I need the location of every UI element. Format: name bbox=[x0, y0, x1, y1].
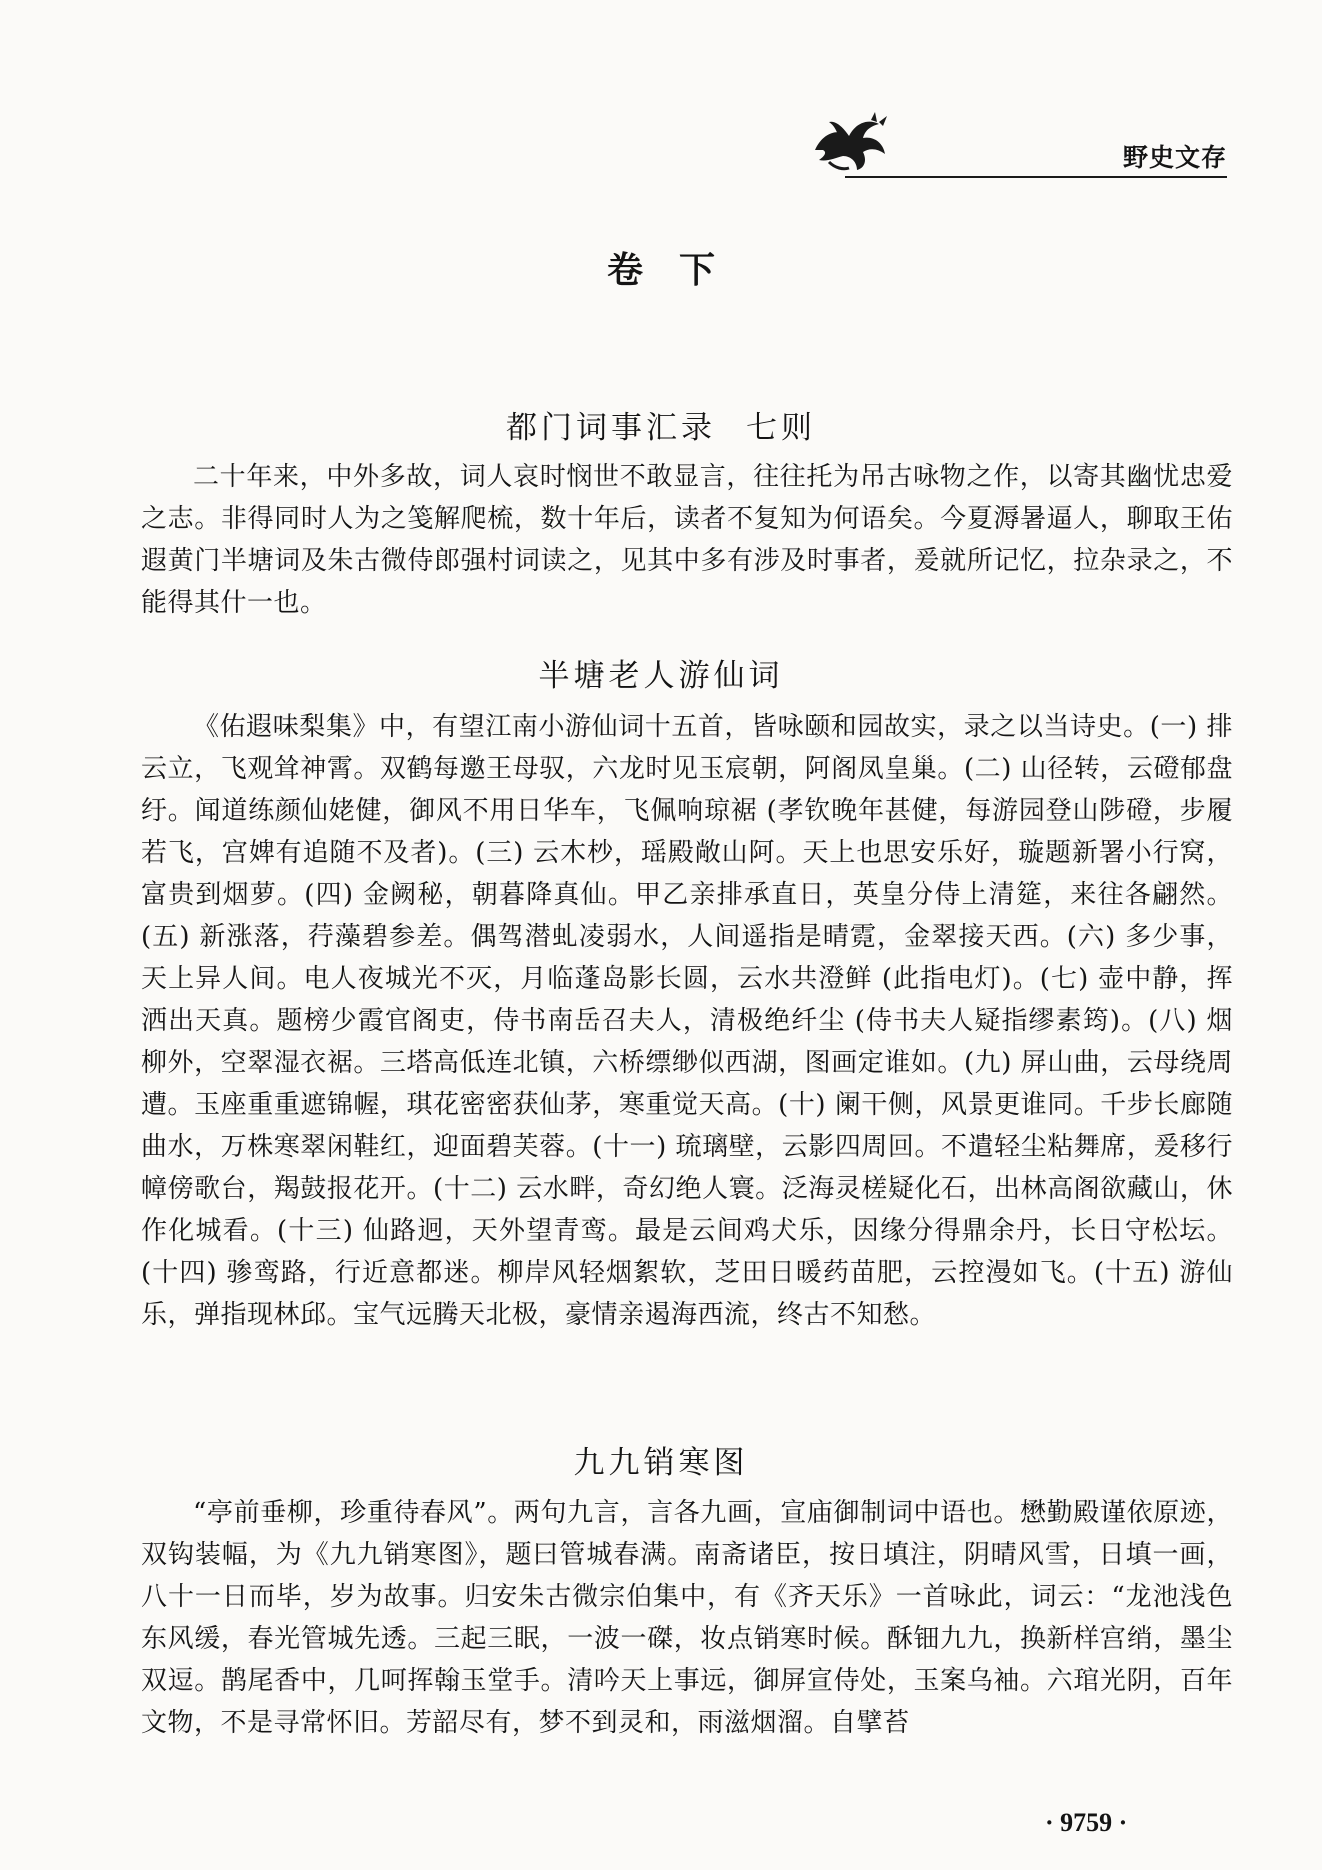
header-rule bbox=[845, 176, 1227, 178]
page-number: · 9759 · bbox=[1045, 1808, 1128, 1837]
section-title-text: 半塘老人游仙词 bbox=[538, 658, 784, 694]
paragraph: 《佑遐味梨集》中，有望江南小游仙词十五首，皆咏颐和园故实，录之以当诗史。(一) 排云立，飞观耸神霄。双鹤每邀王母驭，六龙时见玉宸朝，阿阁凤皇巢。(二) 山径转，云磴郁盘纡。闻道练颜仙姥健，御风不用日华车，飞佩响琼裾 (孝钦晚年甚健，每游园登山陟磴，步履若飞，宫婢有追随不及者)。(三) 云木杪，瑶殿敞山阿。天上也思安乐好，璇题新署小行窝，富贵到烟萝。(四) 金阙秘，朝暮降真仙。甲乙亲排承直日，英皇分侍上清筵，来往各翩然。(五) 新涨落，荇藻碧参差。偶驾潜虬凌弱水，人间遥指是晴霓，金翠接天西。(六) 多少事，天上异人间。电人夜城光不灭，月临蓬岛影长圆，云水共澄鲜 (此指电灯)。(七) 壶中静，挥洒出天真。题榜少霞官阁吏，侍书南岳召夫人，清极绝纤尘 (侍书夫人疑指缪素筠)。(八) 烟柳外，空翠湿衣裾。三塔高低连北镇，六桥缥缈似西湖，图画定谁如。(九) 屏山曲，云母绕周遭。玉座重重遮锦幄，琪花密密获仙茅，寒重觉天高。(十) 阑干侧，风景更谁同。千步长廊随曲水，万株寒翠闲鞋红，迎面碧芙蓉。(十一) 琉璃壁，云影四周回。不遣轻尘粘舞席，爰移行幛傍歌台，羯鼓报花开。(十二) 云水畔，奇幻绝人寰。泛海灵槎疑化石，出林高阁欲藏山，休作化城看。(十三) 仙路迥，天外望青鸾。最是云间鸡犬乐，因缘分得鼎余丹，长日守松坛。(十四) 骖鸾路，行近意都迷。柳岸风轻烟絮软，芝田日暖药苗肥，云控漫如飞。(十五) 游仙乐，弹指现林邱。宝气远腾天北极，豪情亲遏海西流，终古不知愁。 bbox=[141, 712, 1233, 1330]
paragraph: 二十年来，中外多故，词人哀时悯世不敢显言，往往托为吊古咏物之作，以寄其幽忧忠爱之志。非得同时人为之笺解爬梳，数十年后，读者不复知为何语矣。今夏溽暑逼人，聊取王佑遐黄门半塘词及朱古微侍郎强村词读之，见其中多有涉及时事者，爰就所记忆，拉杂录之，不能得其什一也。 bbox=[141, 462, 1233, 618]
section-title-3 bbox=[0, 1437, 1322, 1482]
section-body-1 bbox=[141, 456, 1233, 624]
series-title: 野史文存 bbox=[1122, 143, 1227, 172]
section-title-text: 九九销寒图 bbox=[573, 1445, 749, 1481]
section-title-text: 都门词事汇录 bbox=[506, 410, 716, 446]
volume-heading: 卷下 bbox=[606, 250, 751, 291]
paragraph: “亭前垂柳，珍重待春风”。两句九言，言各九画，宣庙御制词中语也。懋勤殿谨依原迹，双钩装幅，为《九九销寒图》，题曰管城春满。南斋诸臣，按日填注，阴晴风雪，日填一画，八十一日而毕，岁为故事。归安朱古微宗伯集中，有《齐天乐》一首咏此，词云：“龙池浅色东风缓，春光管城先透。三起三眠，一波一磔，妆点销寒时候。酥钿九九，换新样宫绡，墨尘双逗。鹊尾香中，几呵挥翰玉堂手。清吟天上事远，御屏宣侍处，玉案乌袖。六琯光阴，百年文物，不是寻常怀旧。芳韶尽有，梦不到灵和，雨滋烟溜。自擘苔 bbox=[141, 1498, 1233, 1738]
dragon-icon bbox=[809, 110, 891, 172]
section-body-2 bbox=[141, 706, 1233, 1336]
section-title-1 bbox=[0, 402, 1322, 447]
section-title-2 bbox=[0, 650, 1322, 695]
running-header bbox=[805, 108, 1227, 178]
section-body-3 bbox=[141, 1492, 1233, 1744]
section-subtitle: 七则 bbox=[746, 410, 816, 446]
